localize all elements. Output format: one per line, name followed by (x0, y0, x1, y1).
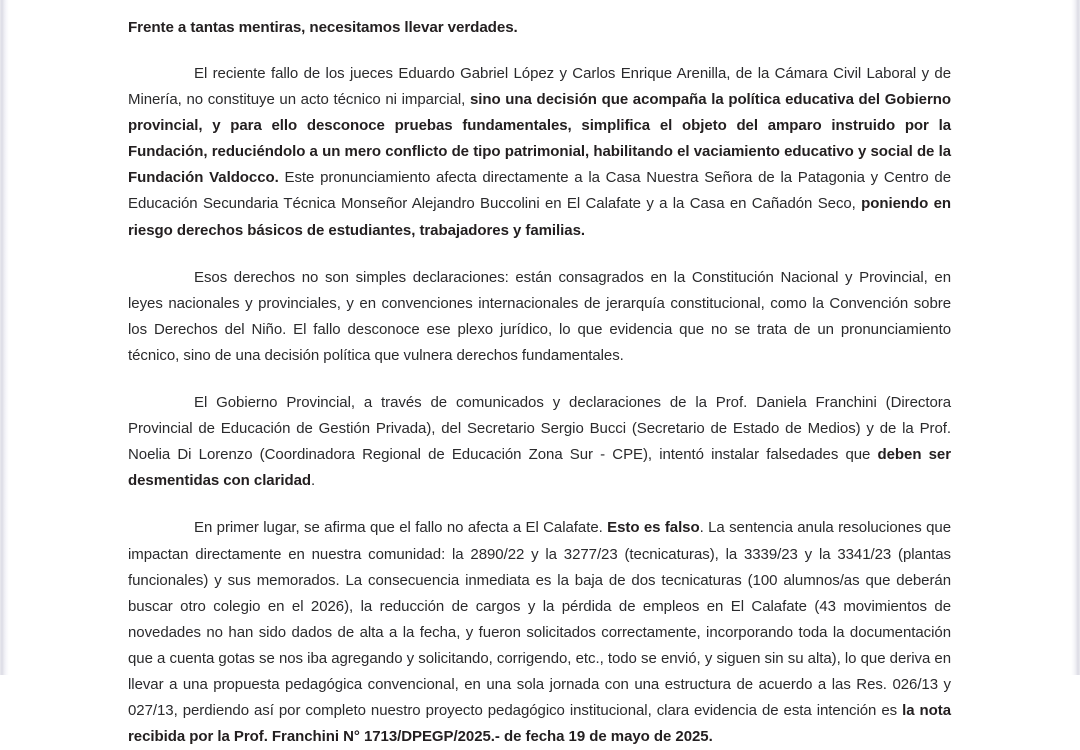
text-run-2: . (311, 472, 316, 490)
emphasis-run-1: Esto es falso (607, 519, 700, 537)
para-gobierno-provincial (128, 390, 951, 494)
text-run-0: El Gobierno Provincial, a través de comunicados y declaraciones de la Prof. Daniela Franchini (Directora Provincial de Educación de Gestión Privada), del Secretario Sergio Bucci (Secretario de Estado de Medios) y de la Prof. Noelia Di Lorenzo (Coordinadora Regional de Educación Zona Sur - CPE), intentó instalar falsedades que (128, 394, 951, 464)
emphasis-run-3: la nota recibida por la Prof. Franchini N° 1713/DPEGP/2025.- de fecha 19 de mayo de 2025. (128, 702, 952, 746)
emphasis-run-3: poniendo en riesgo derechos básicos de estudiantes, trabajadores y familias. (128, 195, 951, 239)
text-run-0: En primer lugar, se afirma que el fallo no afecta a El Calafate. (194, 519, 608, 537)
para-el-calafate (128, 515, 951, 750)
text-run-0: El reciente fallo de los jueces Eduardo Gabriel López y Carlos Enrique Arenilla, de la Cámara Civil Laboral y de Minería, no constituye un acto técnico ni imparcial, (128, 65, 951, 109)
document-heading: Frente a tantas mentiras, necesitamos llevar verdades. (128, 19, 518, 36)
document-paragraphs (128, 61, 951, 750)
page-right-edge-shadow (1071, 0, 1080, 675)
text-run-0: Esos derechos no son simples declaraciones: están consagrados en la Constitución Nacional y Provincial, en leyes nacionales y provinciales, y en convenciones internacionales de jerarquía constitucional, como la Convención sobre los Derechos del Niño. El fallo desconoce ese plexo jurídico, lo que evidencia que no se trata de un pronunciamiento técnico, sino de una decisión política que vulnera derechos fundamentales. (128, 268, 951, 364)
para-derechos-consagrados (128, 265, 951, 369)
text-run-2: . La sentencia anula resoluciones que impactan directamente en nuestra comunidad: la 2890/22 y la 3277/23 (tecnicaturas), la 3339/23 y la 3341/23 (plantas funcionales) y sus memorados. La consecuencia inmediata es la baja de dos tecnicaturas (100 alumnos/as que deberán buscar otro colegio en el 2026), la reducción de cargos y la pérdida de empleos en El Calafate (43 movimientos de novedades no han sido dados de alta a la fecha, y fueron solicitados correctamente, incorporando toda la documentación que a cuenta gotas se nos iba agregando y solicitando, corrigendo, etc., todo se envió, y siguen sin su alta), lo que deriva en llevar a una propuesta pedagógica convencional, en una sola jornada con una estructura de acuerdo a las Res. 026/13 y 027/13, perdiendo así por completo nuestro proyecto pedagógico institucional, clara evidencia de esta intención es (128, 519, 951, 720)
page-left-edge-shadow (0, 0, 9, 675)
document-text-column (128, 0, 951, 750)
text-run-2: Este pronunciamiento afecta directamente a la Casa Nuestra Señora de la Patagonia y Centro de Educación Secundaria Técnica Monseñor Alejandro Buccolini en El Calafate y a la Casa en Cañadón Seco, (128, 169, 951, 213)
emphasis-run-1: deben ser desmentidas con claridad (128, 446, 951, 490)
emphasis-run-1: sino una decisión que acompaña la política educativa del Gobierno provincial, y para ello desconoce pruebas fundamentales, simplifica el objeto del amparo instruido por la Fundación, reduciéndolo a un mero conflicto de tipo patrimonial, habilitando el vaciamiento educativo y social de la Fundación Valdocco. (128, 91, 951, 187)
para-fallo-jueces (128, 61, 951, 244)
